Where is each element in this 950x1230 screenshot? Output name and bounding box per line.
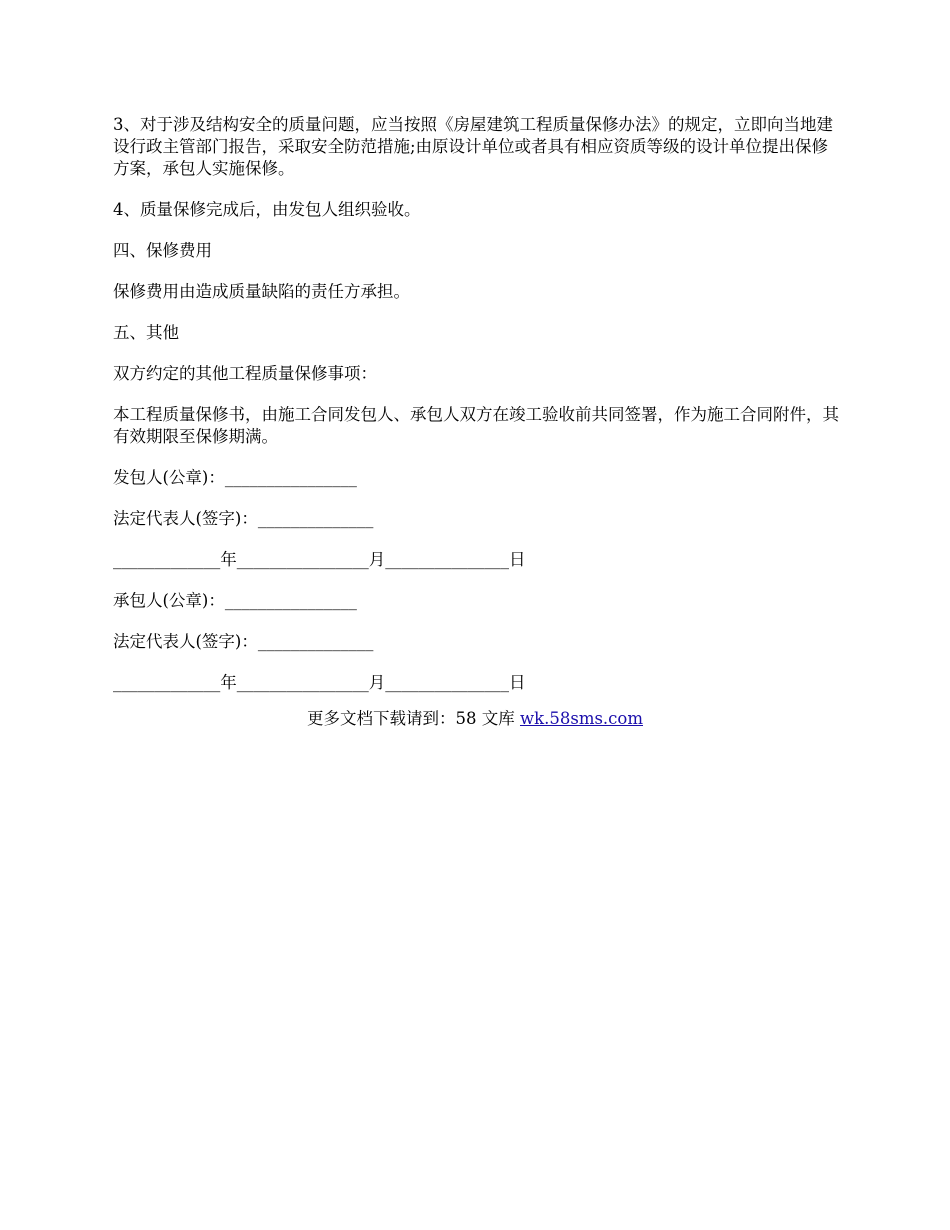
clause-3-paragraph: 3、对于涉及结构安全的质量问题，应当按照《房屋建筑工程质量保修办法》的规定，立即向当地建设行政主管部门报告，采取安全防范措施;由原设计单位或者具有相应资质等级的设计单位提出保修方案，承包人实施保修。 bbox=[113, 115, 833, 178]
section-5-heading: 五、其他 bbox=[113, 323, 179, 342]
warranty-cost-paragraph: 保修费用由造成质量缺陷的责任方承担。 bbox=[113, 282, 410, 301]
document-body bbox=[113, 114, 841, 713]
footer-download-note bbox=[0, 708, 950, 730]
clause-4-paragraph: 4、质量保修完成后，由发包人组织验收。 bbox=[113, 200, 421, 219]
contractor-seal-line: 承包人(公章)：________________ bbox=[113, 591, 357, 610]
footer-site-link[interactable]: wk.58sms.com bbox=[519, 709, 643, 728]
employer-seal-line: 发包人(公章)：________________ bbox=[113, 468, 357, 487]
contractor-date-line: _____________年________________月_______________日 bbox=[113, 673, 526, 692]
employer-date-line: _____________年________________月_______________日 bbox=[113, 550, 526, 569]
other-matters-paragraph: 双方约定的其他工程质量保修事项： bbox=[113, 364, 377, 383]
validity-paragraph: 本工程质量保修书，由施工合同发包人、承包人双方在竣工验收前共同签署，作为施工合同附件，其有效期限至保修期满。 bbox=[113, 405, 839, 446]
footer-prefix-text: 更多文档下载请到：58 文库 bbox=[306, 709, 520, 728]
employer-representative-line: 法定代表人(签字)：______________ bbox=[113, 509, 374, 528]
section-4-heading: 四、保修费用 bbox=[113, 241, 212, 260]
contractor-representative-line: 法定代表人(签字)：______________ bbox=[113, 632, 374, 651]
